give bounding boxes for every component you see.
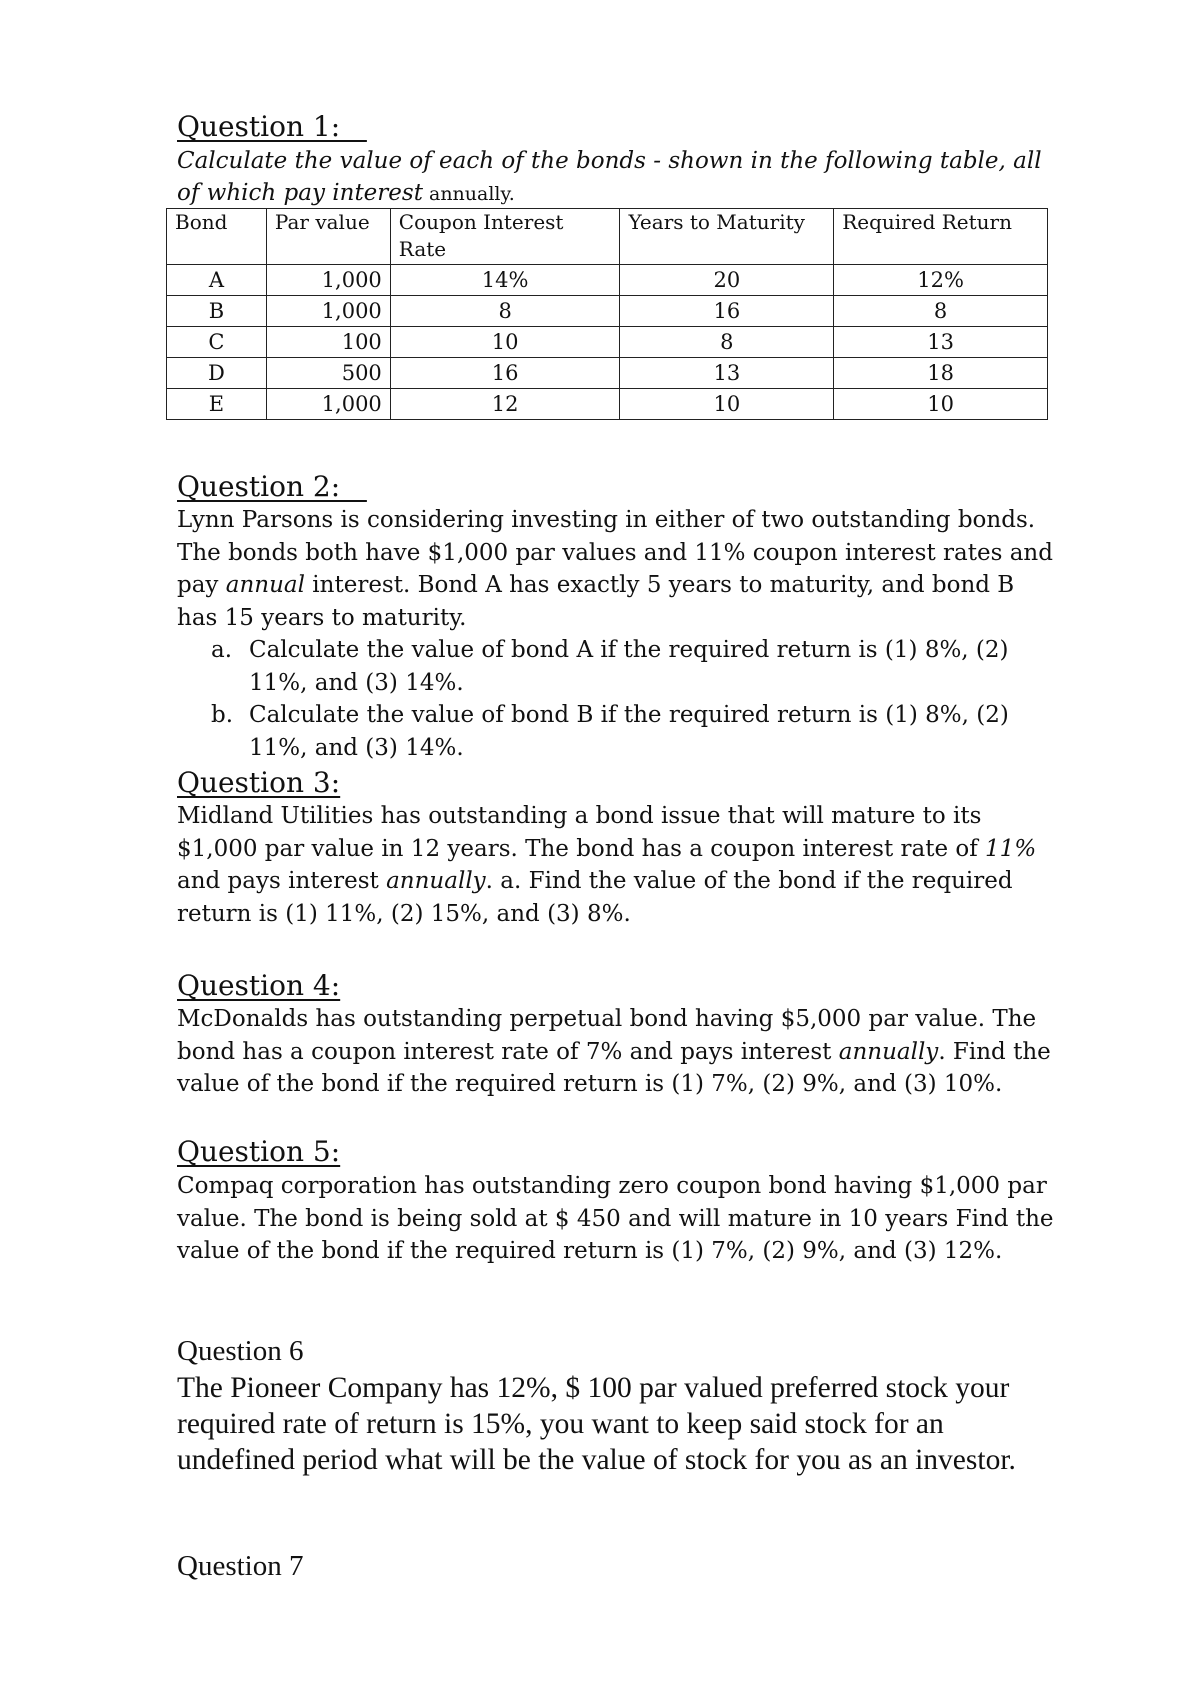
question-1-heading: Question 1: bbox=[177, 110, 367, 143]
table-row bbox=[167, 265, 1048, 296]
cell-years: 10 bbox=[620, 389, 834, 420]
list-marker: b. bbox=[211, 702, 234, 728]
question-5-heading: Question 5: bbox=[177, 1135, 341, 1168]
cell-coupon-rate: 10 bbox=[390, 327, 620, 358]
question-2-text-emphasis: annual bbox=[225, 572, 305, 598]
cell-par-value: 1,000 bbox=[266, 389, 390, 420]
cell-bond: C bbox=[167, 327, 267, 358]
cell-coupon-rate: 8 bbox=[390, 296, 620, 327]
header-coupon-rate: Coupon Interest Rate bbox=[390, 209, 620, 265]
list-marker: a. bbox=[211, 637, 233, 663]
table-header-row bbox=[167, 209, 1048, 265]
question-3-heading: Question 3: bbox=[177, 766, 341, 799]
question-2-heading: Question 2: bbox=[177, 470, 367, 503]
list-item bbox=[177, 634, 1057, 699]
header-par-value: Par value bbox=[266, 209, 390, 265]
cell-years: 16 bbox=[620, 296, 834, 327]
cell-coupon-rate: 16 bbox=[390, 358, 620, 389]
question-3-text-part: . a. Find the value of the bond if the required return is (1) 11%, (2) 15%, and (3) 8%. bbox=[177, 868, 1013, 927]
question-3-text-part: Midland Utilities has outstanding a bond issue that will mature to its $1,000 par value in 12 years. The bond has a coupon interest rate of bbox=[177, 803, 986, 862]
question-2-list bbox=[177, 634, 1057, 764]
question-4-text-part: McDonalds has outstanding perpetual bond having $5,000 par value. The bond has a coupon interest rate of 7% and pays interest bbox=[177, 1006, 1037, 1065]
cell-par-value: 1,000 bbox=[266, 296, 390, 327]
question-1-text-plain: annually. bbox=[422, 183, 515, 205]
question-2-text-part: Lynn Parsons is considering investing in either of two outstanding bonds. The bonds both have $1,000 par values and 11% coupon interest rates and pay bbox=[177, 507, 1053, 598]
cell-bond: B bbox=[167, 296, 267, 327]
question-6-heading: Question 6 bbox=[177, 1335, 304, 1367]
question-2-text-part: interest. Bond A has exactly 5 years to maturity, and bond B has 15 years to maturity. bbox=[177, 572, 1015, 631]
question-2-text bbox=[177, 504, 1057, 634]
question-4-text bbox=[177, 1003, 1057, 1101]
header-bond: Bond bbox=[167, 209, 267, 265]
bonds-table bbox=[166, 208, 1048, 420]
cell-par-value: 1,000 bbox=[266, 265, 390, 296]
question-3-text bbox=[177, 800, 1057, 930]
cell-coupon-rate: 12 bbox=[390, 389, 620, 420]
cell-required-return: 12% bbox=[834, 265, 1048, 296]
header-years-to-maturity: Years to Maturity bbox=[620, 209, 834, 265]
list-item-text: Calculate the value of bond B if the required return is (1) 8%, (2) 11%, and (3) 14%. bbox=[249, 702, 1009, 761]
table-row bbox=[167, 296, 1048, 327]
question-1-text bbox=[177, 145, 1057, 210]
cell-bond: E bbox=[167, 389, 267, 420]
cell-bond: D bbox=[167, 358, 267, 389]
question-4-text-part: . Find the value of the bond if the required return is (1) 7%, (2) 9%, and (3) 10%. bbox=[177, 1038, 1051, 1097]
cell-required-return: 10 bbox=[834, 389, 1048, 420]
cell-required-return: 13 bbox=[834, 327, 1048, 358]
table-row bbox=[167, 389, 1048, 420]
cell-bond: A bbox=[167, 265, 267, 296]
list-item-text: Calculate the value of bond A if the required return is (1) 8%, (2) 11%, and (3) 14%. bbox=[249, 637, 1009, 696]
cell-coupon-rate: 14% bbox=[390, 265, 620, 296]
cell-required-return: 8 bbox=[834, 296, 1048, 327]
cell-years: 20 bbox=[620, 265, 834, 296]
table-row bbox=[167, 358, 1048, 389]
cell-par-value: 500 bbox=[266, 358, 390, 389]
header-required-return: Required Return bbox=[834, 209, 1048, 265]
question-3-text-part: and pays interest bbox=[177, 868, 387, 894]
question-4-heading: Question 4: bbox=[177, 969, 341, 1002]
table-row bbox=[167, 327, 1048, 358]
list-item bbox=[177, 699, 1057, 764]
cell-years: 13 bbox=[620, 358, 834, 389]
question-5-text: Compaq corporation has outstanding zero coupon bond having $1,000 par value. The bond is being sold at $ 450 and will mature in 10 years Find the value of the bond if the required return is (1) 7%, (2) 9%, and (3) 12%. bbox=[177, 1173, 1054, 1264]
cell-years: 8 bbox=[620, 327, 834, 358]
question-4-text-emphasis: annually bbox=[838, 1038, 939, 1065]
cell-required-return: 18 bbox=[834, 358, 1048, 389]
question-3-text-emphasis: 11% bbox=[985, 835, 1037, 862]
question-3-text-emphasis: annually bbox=[386, 868, 486, 894]
question-7-heading: Question 7 bbox=[177, 1550, 304, 1582]
question-1-text-italic: Calculate the value of each of the bonds - shown in the following table, all of which pay interest bbox=[177, 148, 1042, 206]
question-6-text: The Pioneer Company has 12%, $ 100 par valued preferred stock your required rate of return is 15%, you want to keep said stock for an undefined period what will be the value of stock for you as an investor. bbox=[177, 1372, 1016, 1476]
cell-par-value: 100 bbox=[266, 327, 390, 358]
